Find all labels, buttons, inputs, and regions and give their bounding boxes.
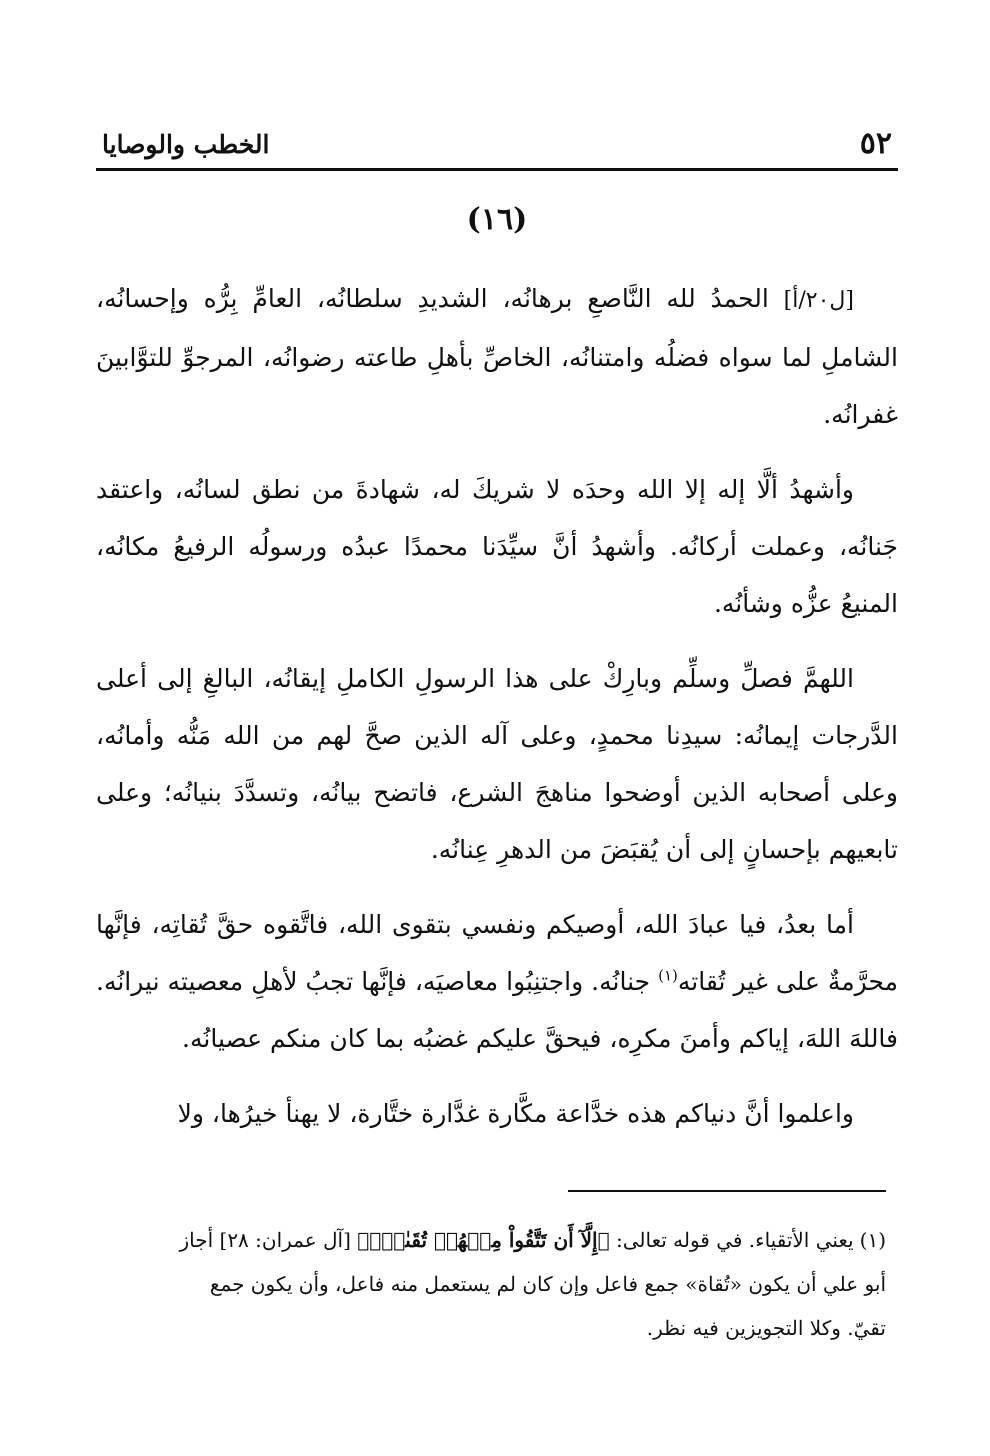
paragraph-text: الحمدُ لله النَّاصعِ برهانُه، الشديدِ سلطانُه، العامِّ بِرُّه وإحسانُه، الشاملِ لما سواه فضلُه وامتنانُه، الخاصِّ بأهلِ طاعته رضوانُه، المرجوِّ للتوَّابينَ غفرانُه. (96, 284, 898, 429)
paragraph-praise (96, 270, 898, 443)
footnote-number: (١) (859, 1228, 886, 1252)
footnote (96, 1218, 886, 1350)
paragraph-text: وأشهدُ ألَّا إله إلا الله وحدَه لا شريكَ له، شهادةَ من نطق لسانُه، واعتقد جَنانُه، وعملت أركانُه. وأشهدُ أنَّ سيِّدَنا محمدًا عبدُه ورسولُه الرفيعُ مكانُه، المنيعُ عزُّه وشأنُه. (96, 475, 898, 618)
book-page (96, 0, 898, 1456)
paragraph-prayer (96, 650, 898, 878)
footnote-line: تقيّ. وكلا التجويزين فيه نظر. (646, 1316, 886, 1340)
paragraph-testimony (96, 461, 898, 632)
footnote-divider (568, 1190, 886, 1192)
footnote-marker: (١) (658, 966, 678, 985)
paragraph-text: واعلموا أنَّ دنياكم هذه خدَّاعة مكَّارة غدَّارة ختَّارة، لا يهنأ خيرُها، ولا (177, 1099, 854, 1128)
quran-quote: ﴿إِلَّآ أَن تَتَّقُواْ مِنۡهُمۡ تُقَىٰةٗۗ﴾ (357, 1228, 610, 1252)
paragraph-text: اللهمَّ فصلِّ وسلِّم وبارِكْ على هذا الرسولِ الكاملِ إيقانُه، البالغِ إلى أعلى الدَّرجات إيمانُه: سيدِنا محمدٍ، وعلى آله الذين صحَّ لهم من الله مَنُّه وأمانُه، وعلى أصحابه الذين أوضحوا مناهجَ الشرع، فاتضح بيانُه، وتسدَّدَ بنيانُه؛ وعلى تابعيهم بإحسانٍ إلى أن يُقبَضَ من الدهرِ عِنانُه. (96, 664, 898, 864)
book-title: الخطب والوصايا (102, 130, 270, 159)
paragraph-text: أما بعدُ، فيا عبادَ الله، أوصيكم ونفسي بتقوى الله، فاتَّقوه حقَّ تُقاتِه، فإنَّها محرَّمةٌ على غير تُقاته (96, 910, 899, 996)
running-header (96, 124, 898, 171)
paragraph-exhortation (96, 896, 898, 1067)
footnote-line: أبو علي أن يكون «تُقاة» جمع فاعل وإن كان لم يستعمل منه فاعل، وأن يكون جمع (209, 1272, 886, 1296)
footnote-line: (١)يعني الأتقياء. في قوله تعالى: ﴿إِلَّآ أَن تَتَّقُواْ مِنۡهُمۡ تُقَىٰةٗۗ﴾ [آل عمران: ٢٨] أجاز (179, 1228, 886, 1252)
section-title: (١٦) (466, 202, 528, 237)
paragraph-warning (96, 1085, 898, 1142)
manuscript-ref: [ل٢٠/أ] (783, 288, 854, 313)
paragraph-text: جنانُه. واجتنِبُوا معاصيَه، فإنَّها تجبُ لأهلِ معصيته نيرانُه. فاللهَ اللهَ، إياكم وأمنَ مكرِه، فيحقَّ عليكم غضبُه بما كان منكم عصيانُه. (96, 967, 898, 1053)
body-text (96, 270, 898, 1142)
page-number: ٥٢ (859, 126, 892, 161)
